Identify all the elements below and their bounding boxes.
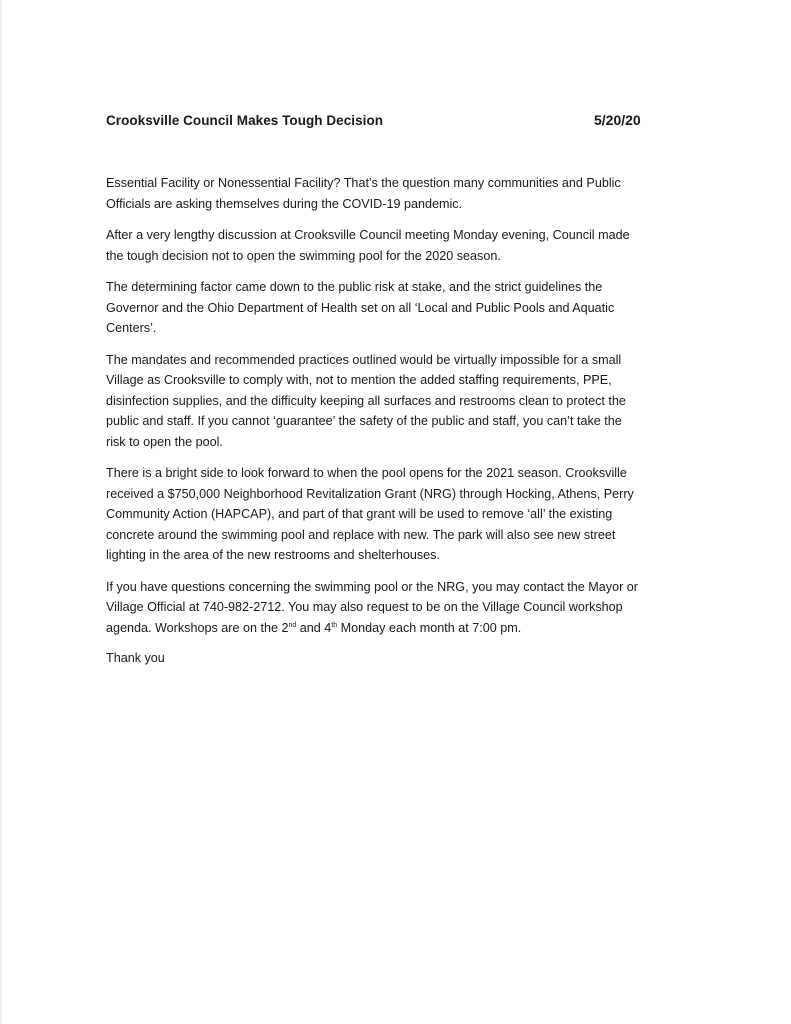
paragraph-line: received a $750,000 Neighborhood Revitalization Grant (NRG) through Hocking, Athens, Perry <box>106 486 634 501</box>
document-body <box>106 173 691 649</box>
paragraph-line: disinfection supplies, and the difficulty keeping all surfaces and restrooms clean to protect the <box>106 393 626 408</box>
paragraph-3 <box>106 277 691 339</box>
paragraph-5 <box>106 463 691 566</box>
paragraph-line: Officials are asking themselves during the COVID-19 pandemic. <box>106 196 463 211</box>
paragraph-4 <box>106 350 691 453</box>
paragraph-line: If you have questions concerning the swimming pool or the NRG, you may contact the Mayor or <box>106 579 638 594</box>
paragraph-6 <box>106 577 691 639</box>
paragraph-line: public and staff. If you cannot ‘guarantee’ the safety of the public and staff, you can’t take the <box>106 414 622 428</box>
paragraph-line: The determining factor came down to the public risk at stake, and the strict guidelines the <box>106 280 603 294</box>
workshop-text-2: and 4 <box>296 620 332 635</box>
paragraph-line: the tough decision not to open the swimming pool for the 2020 season. <box>106 248 501 263</box>
paragraph-1 <box>106 173 691 214</box>
paragraph-line: There is a bright side to look forward to when the pool opens for the 2021 season. Crooksville <box>106 466 627 480</box>
paragraph-line: The mandates and recommended practices outlined would be virtually impossible for a small <box>106 352 622 367</box>
paragraph-line: lighting in the area of the new restrooms and shelterhouses. <box>106 548 440 562</box>
paragraph-line: Village Official at 740-982-2712. You may also request to be on the Village Council workshop <box>106 600 623 614</box>
ordinal-suffix-4th: th <box>331 621 338 629</box>
paragraph-line: Governor and the Ohio Department of Health set on all ‘Local and Public Pools and Aquatic <box>106 300 615 315</box>
paragraph-line: Essential Facility or Nonessential Facility? That’s the question many communities and Public <box>106 176 621 190</box>
closing-text: Thank you <box>106 651 165 665</box>
paragraph-line: concrete around the swimming pool and replace with new. The park will also see new street <box>106 527 616 542</box>
paragraph-line: risk to open the pool. <box>106 434 223 449</box>
workshop-text-1: agenda. Workshops are on the 2 <box>106 620 289 635</box>
scan-edge <box>0 0 2 1024</box>
paragraph-line: After a very lengthy discussion at Crooksville Council meeting Monday evening, Council made <box>106 228 630 242</box>
ordinal-suffix-2nd: nd <box>288 621 297 629</box>
document-header <box>106 113 654 135</box>
document-date: 5/20/20 <box>594 112 641 128</box>
paragraph-line: Centers’. <box>106 321 157 335</box>
paragraph-line: Community Action (HAPCAP), and part of that grant will be used to remove ‘all’ the existing <box>106 507 613 521</box>
paragraph-2 <box>106 225 691 266</box>
workshop-text-3: Monday each month at 7:00 pm. <box>337 620 522 635</box>
headline: Crooksville Council Makes Tough Decision <box>106 113 384 128</box>
paragraph-line: Village as Crooksville to comply with, not to mention the added staffing requirements, PPE, <box>106 373 612 387</box>
paragraph-line-workshops <box>106 618 691 639</box>
